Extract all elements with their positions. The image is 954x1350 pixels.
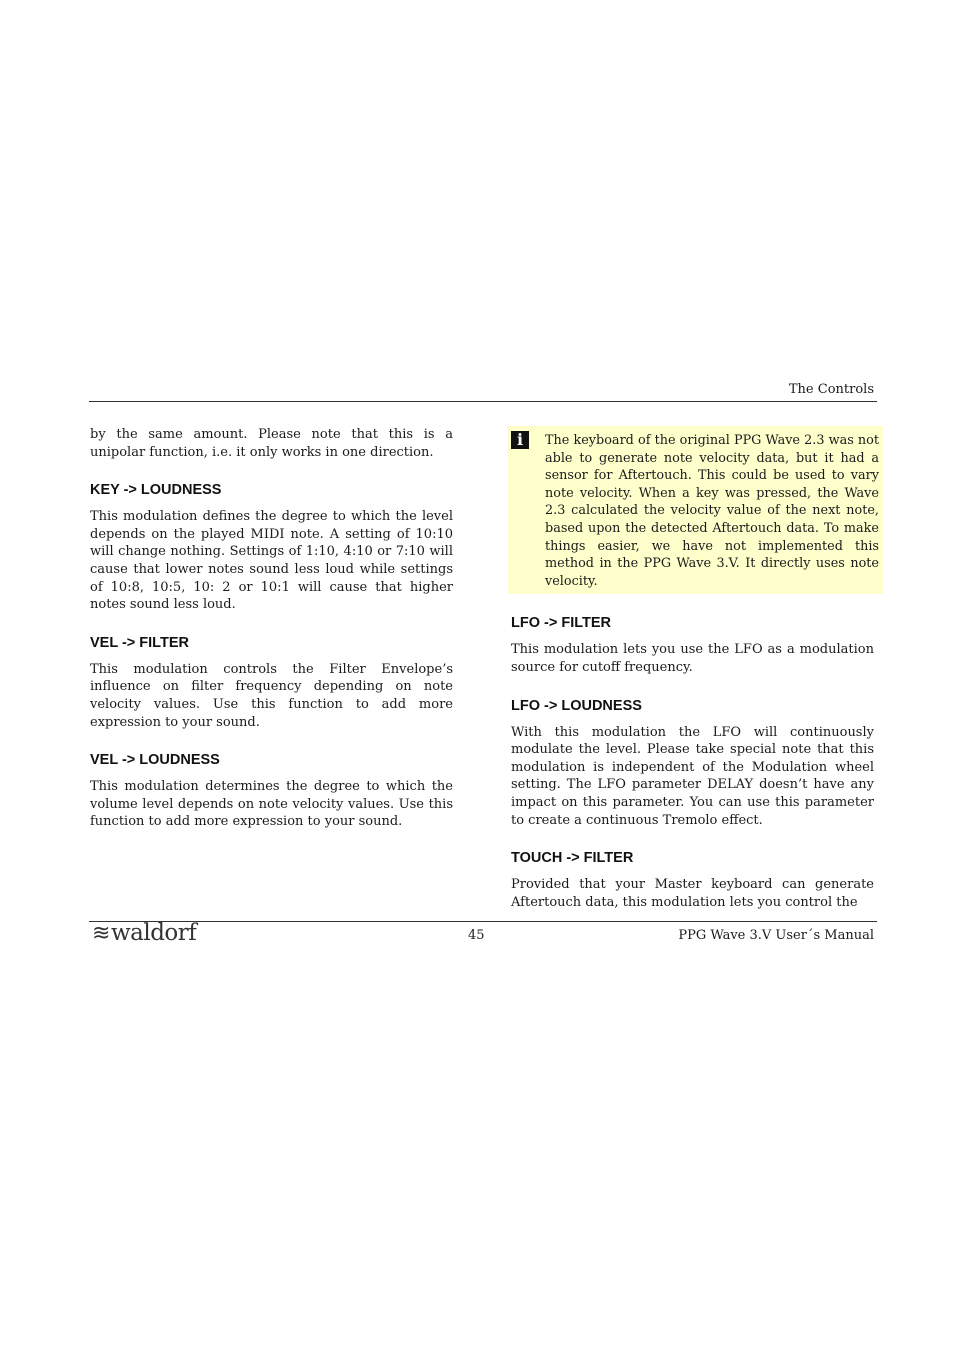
intro-paragraph: by the same amount. Please note that this is a unipolar function, i.e. it only works in one direction. bbox=[90, 427, 453, 460]
section-text-key-loudness: This modulation defines the degree to which the level depends on the played MIDI note. A setting of 10:10 will change nothing. Settings of 1:10, 4:10 or 7:10 will cause that lower notes sound less loud while settings of 10:8, 10:5, 10: 2 or 10:1 will cause that higher notes sound less loud. bbox=[90, 509, 453, 613]
info-note bbox=[508, 426, 883, 594]
info-icon: i bbox=[511, 431, 529, 449]
section-heading-lfo-loudness: LFO -> LOUDNESS bbox=[511, 697, 642, 714]
section-heading-vel-filter: VEL -> FILTER bbox=[90, 634, 189, 651]
section-text-lfo-loudness: With this modulation the LFO will continuously modulate the level. Please take special note that this modulation is independent of the Modulation wheel setting. The LFO parameter DELAY doesn’t have any impact on this parameter. You can use this parameter to create a continuous Tremolo effect. bbox=[511, 724, 874, 828]
section-heading-key-loudness: KEY -> LOUDNESS bbox=[90, 482, 222, 499]
section-text-vel-loudness: This modulation determines the degree to which the volume level depends on note velocity values. Use this function to add more expression to your sound. bbox=[90, 779, 453, 830]
page-number: 45 bbox=[468, 928, 485, 943]
section-heading-vel-loudness: VEL -> LOUDNESS bbox=[90, 752, 220, 769]
waldorf-logo: ≋waldorf bbox=[92, 920, 197, 946]
header-rule bbox=[89, 401, 877, 402]
right-column bbox=[511, 426, 879, 911]
footer-rule bbox=[89, 921, 877, 922]
waldorf-wave-icon: ≋ bbox=[92, 921, 110, 946]
left-column bbox=[90, 426, 453, 831]
info-note-text: The keyboard of the original PPG Wave 2.3 was not able to generate note velocity data, but it had a sensor for Aftertouch. This could be used to vary note velocity. When a key was pressed, the Wave 2.3 calculated the velocity value of the next note, based upon the detected Aftertouch data. To make things easier, we have not implemented this method in the PPG Wave 3.V. It directly uses note velocity. bbox=[545, 433, 879, 589]
section-text-vel-filter: This modulation controls the Filter Envelope’s influence on filter frequency depending on note velocity values. Use this function to add more expression to your sound. bbox=[90, 661, 453, 730]
running-head: The Controls bbox=[788, 382, 874, 397]
section-heading-lfo-filter: LFO -> FILTER bbox=[511, 615, 612, 632]
section-text-touch-filter: Provided that your Master keyboard can generate Aftertouch data, this modulation lets you control the bbox=[511, 877, 874, 910]
section-text-lfo-filter: This modulation lets you use the LFO as a modulation source for cutoff frequency. bbox=[511, 642, 874, 675]
section-heading-touch-filter: TOUCH -> FILTER bbox=[511, 850, 634, 867]
manual-title: PPG Wave 3.V User´s Manual bbox=[678, 928, 874, 943]
